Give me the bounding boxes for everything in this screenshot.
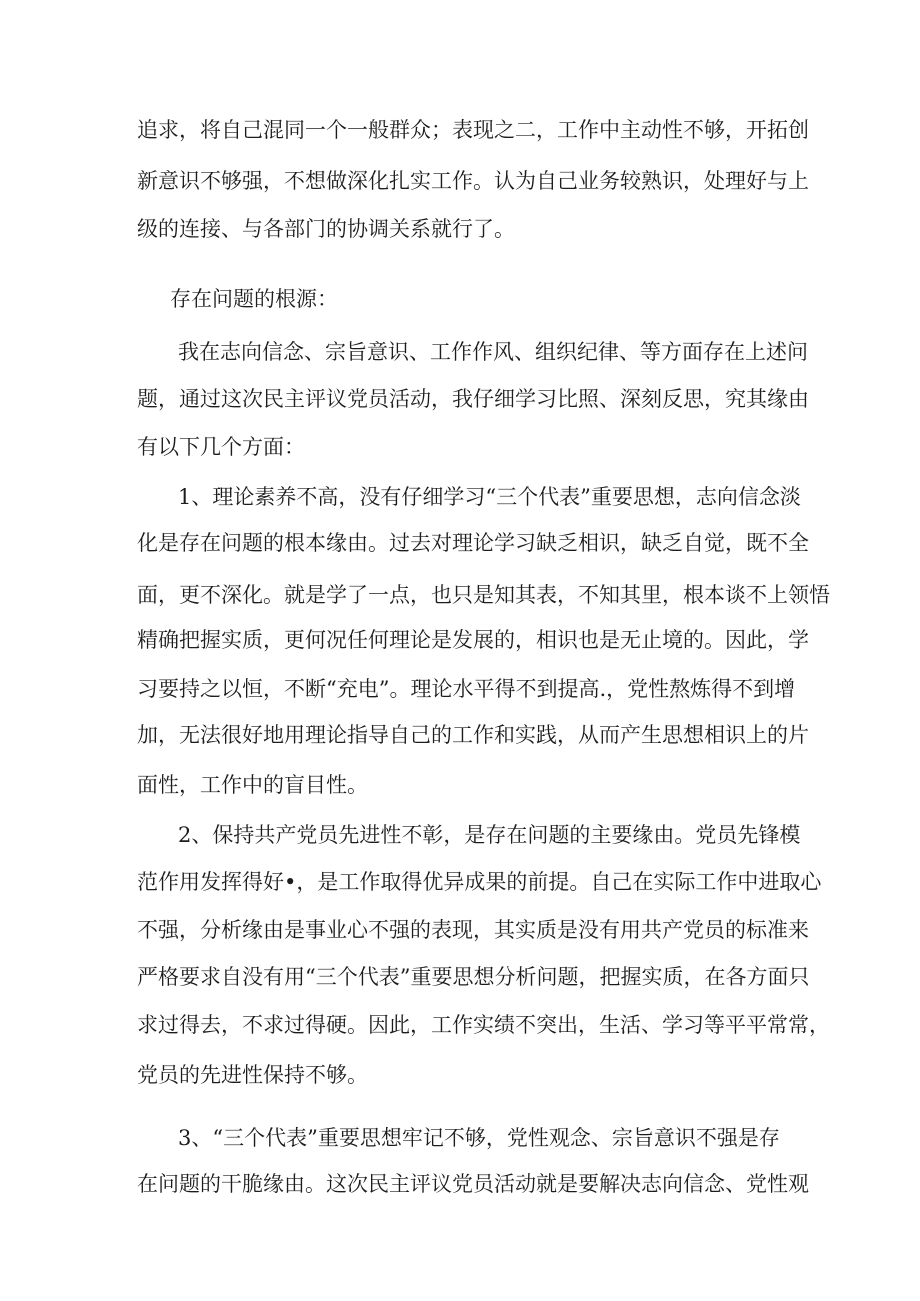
text-line: 加，无法很好地用理论指导自己的工作和实践，从而产生思想相识上的片 (137, 723, 809, 747)
text-line: 在问题的干脆缘由。这次民主评议党员活动就是要解决志向信念、党性观 (137, 1172, 809, 1196)
text-line: 3、“三个代表”重要思想牢记不够，党性观念、宗旨意识不强是存 (178, 1126, 780, 1150)
text-line: 级的连接、与各部门的协调关系就行了。 (137, 217, 515, 241)
text-line: 化是存在问题的根本缘由。过去对理论学习缺乏相识，缺乏自觉，既不全 (137, 531, 809, 555)
text-line: 面性，工作中的盲目性。 (137, 773, 368, 797)
text-line: 党员的先进性保持不够。 (137, 1063, 368, 1087)
text-line: 求过得去，不求过得硬。因此，工作实绩不突出，生活、学习等平平常常， (137, 1013, 830, 1037)
text-line: 题，通过这次民主评议党员活动，我仔细学习比照、深刻反思，究其缘由 (137, 387, 809, 411)
text-line: 范作用发挥得好•，是工作取得优异成果的前提。自己在实际工作中进取心 (137, 870, 822, 894)
text-line: 2、保持共产党员先进性不彰，是存在问题的主要缘由。党员先锋模 (178, 823, 801, 847)
section-heading: 存在问题的根源： (170, 287, 338, 311)
text-line: 严格要求自没有用“三个代表”重要思想分析问题，把握实质，在各方面只 (137, 965, 810, 989)
text-line: 追求，将自己混同一个一般群众；表现之二，工作中主动性不够，开拓创 (137, 118, 809, 142)
text-line: 有以下几个方面： (137, 435, 305, 459)
text-line: 新意识不够强，不想做深化扎实工作。认为自己业务较熟识，处理好与上 (137, 169, 809, 193)
text-line: 1、理论素养不高，没有仔细学习“三个代表”重要思想，志向信念淡 (178, 485, 801, 509)
text-line: 我在志向信念、宗旨意识、工作作风、组织纪律、等方面存在上述问 (178, 340, 808, 364)
text-line: 不强，分析缘由是事业心不强的表现，其实质是没有用共产党员的标准来 (137, 918, 809, 942)
text-line: 习要持之以恒，不断“充电”。理论水平得不到提高.，党性熬炼得不到增 (137, 677, 796, 701)
text-line: 精确把握实质，更何况任何理论是发展的，相识也是无止境的。因此，学 (137, 628, 809, 652)
text-line: 面，更不深化。就是学了一点，也只是知其表，不知其里，根本谈不上领悟 (137, 583, 830, 607)
